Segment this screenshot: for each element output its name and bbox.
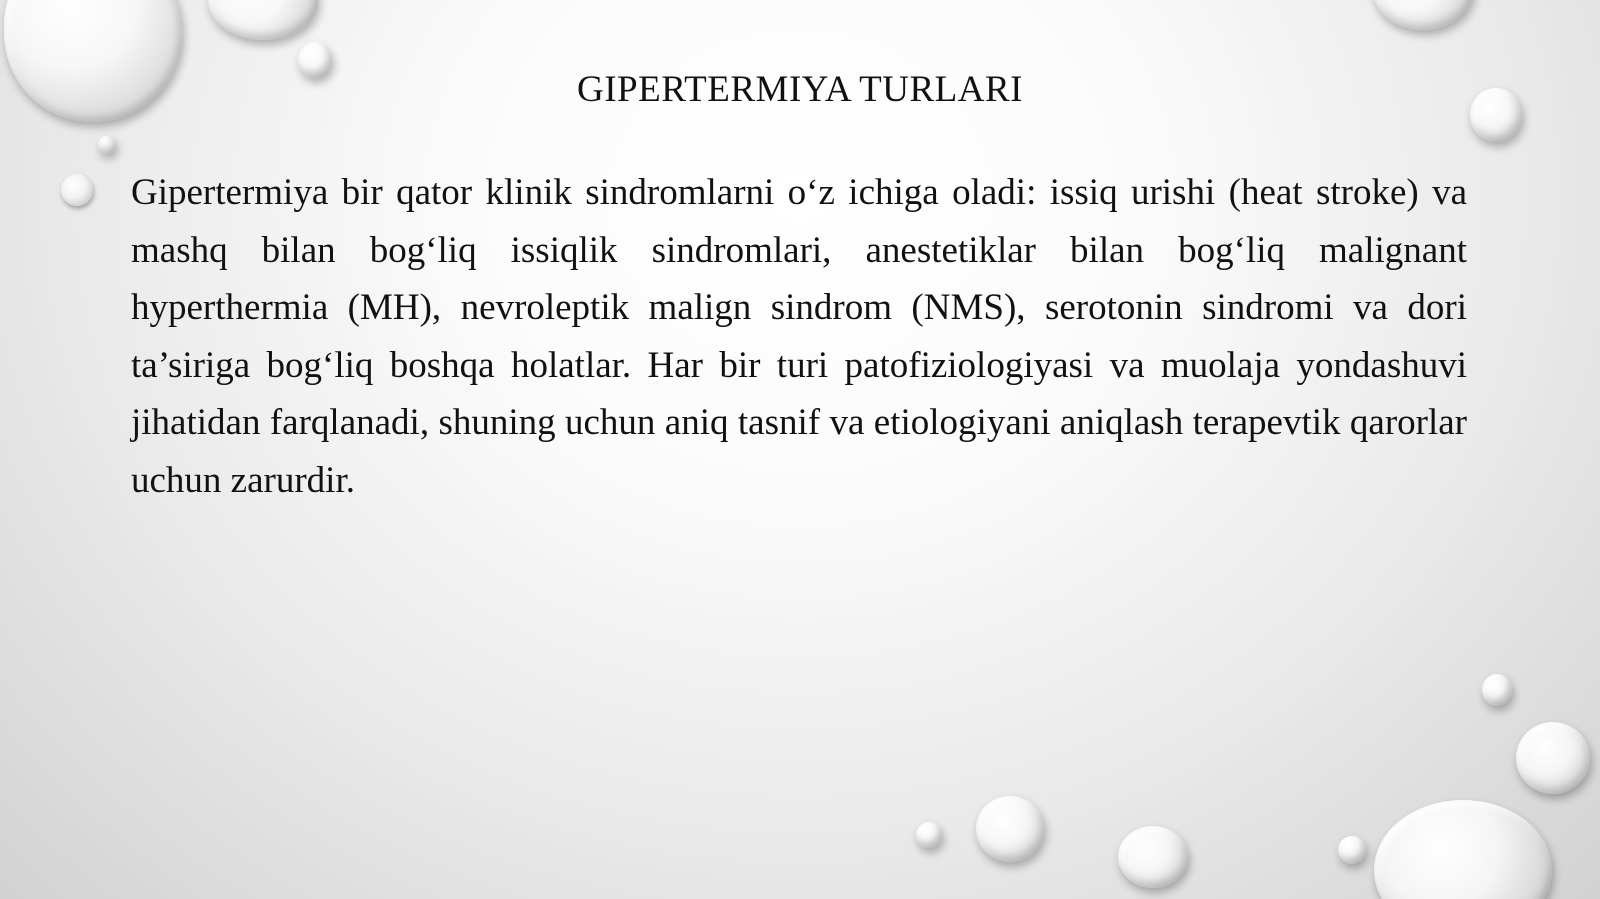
bullet-paragraph: Gipertermiya bir qator klinik sindromlarni o‘z ichiga oladi: issiq urishi (heat stroke) va mashq bilan bog‘liq issiqlik sindromlari, anestetiklar bilan bog‘liq malignant hyperthermia (MH), nevroleptik malign sindrom (NMS), serotonin sindromi va dori ta’siriga bog‘liq boshqa holatlar. Har bir turi patofiziologiyasi va muolaja yondashuvi jihatidan farqlanadi, shuning uchun aniq tasnif va etiologiyani aniqlash terapevtik qarorlar uchun zarurdir. — [131, 172, 1467, 501]
water-droplet-decoration — [1482, 674, 1512, 706]
water-droplet-decoration — [98, 136, 116, 154]
water-droplet-decoration — [1118, 826, 1188, 888]
water-droplet-decoration — [1516, 722, 1590, 794]
bullet-droplet-icon — [61, 174, 93, 206]
water-droplet-decoration — [1338, 836, 1366, 864]
water-droplet-decoration — [1374, 800, 1552, 899]
slide-title — [0, 68, 1600, 111]
water-droplet-decoration — [1373, 0, 1473, 30]
water-droplet-decoration — [916, 822, 942, 848]
water-droplet-decoration — [976, 796, 1044, 862]
water-droplet-decoration — [208, 0, 318, 40]
slide-title-text: GIPERTERMIYA TURLARI — [577, 69, 1023, 110]
